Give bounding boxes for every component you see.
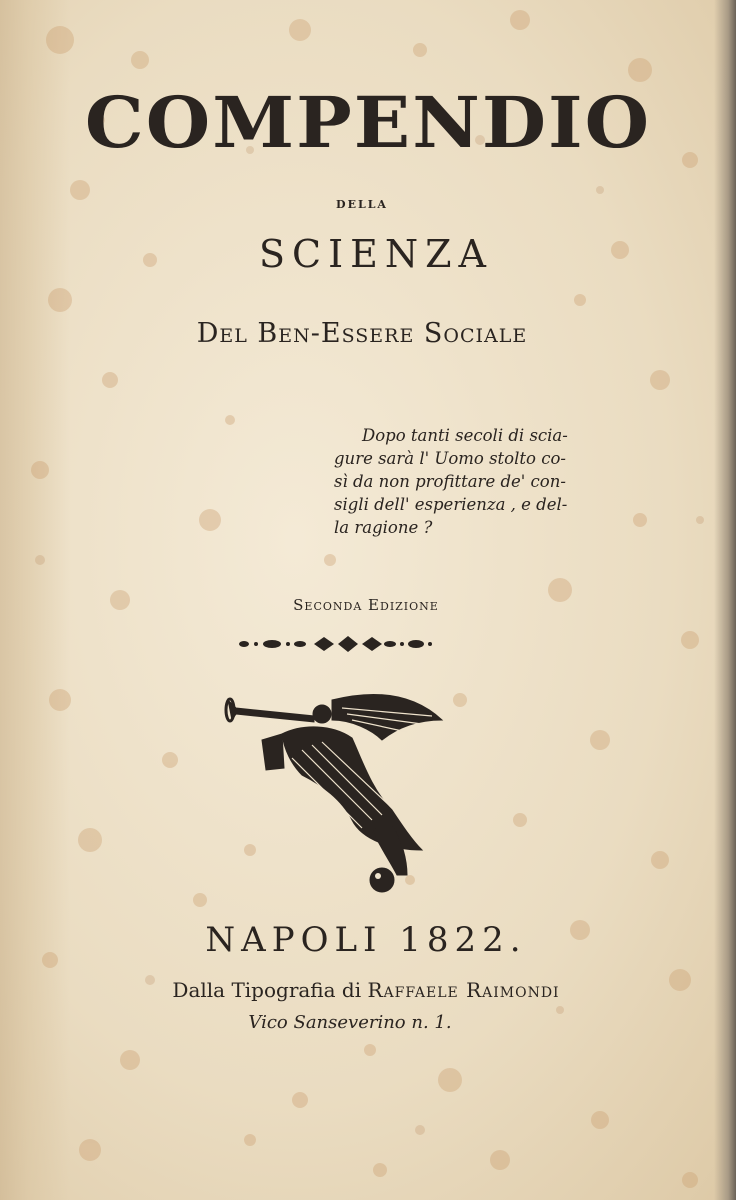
title-connector: della: [336, 194, 388, 212]
imprint-printer: [0, 978, 734, 1002]
epigraph-line: gure sarà l' Uomo stolto co-: [334, 449, 566, 468]
dotted-diamond-rule-ornament: [238, 632, 438, 656]
epigraph-line: sì da non profittare de' con-: [334, 472, 566, 491]
printer-prefix: Dalla Tipografia di: [172, 978, 368, 1002]
angel-with-trumpet-woodcut-icon: [222, 690, 452, 900]
epigraph-line: Dopo tanti secoli di scia-: [362, 426, 568, 445]
epigraph: [334, 424, 634, 539]
book-subtitle: Del Ben-Essere Sociale: [196, 318, 528, 349]
imprint-address: Vico Sanseverino n. 1.: [248, 1012, 452, 1033]
imprint-place-year: NAPOLI 1822.: [205, 920, 527, 960]
title-second-line: SCIENZA: [259, 232, 493, 276]
epigraph-line: la ragione ?: [334, 518, 433, 537]
epigraph-line: sigli dell' esperienza , e del-: [334, 495, 568, 514]
book-title: COMPENDIO: [84, 82, 652, 164]
printer-name: Raffaele Raimondi: [367, 978, 560, 1002]
edition-statement: Seconda Edizione: [293, 596, 439, 614]
